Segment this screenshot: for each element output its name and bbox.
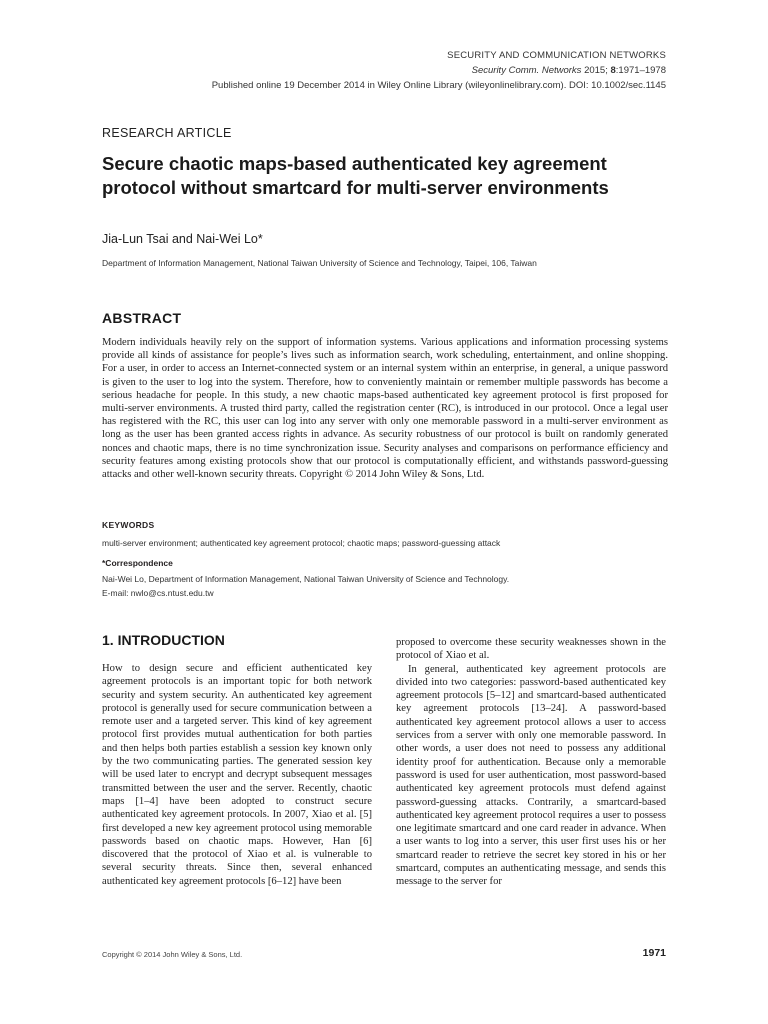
article-type: RESEARCH ARTICLE	[102, 126, 232, 140]
journal-name: SECURITY AND COMMUNICATION NETWORKS	[447, 50, 666, 61]
keywords-text: multi-server environment; authenticated key agreement protocol; chaotic maps; password-guessing attack	[102, 538, 501, 548]
article-title: Secure chaotic maps-based authenticated key agreement protocol without smartcard for multi-server environments	[102, 153, 609, 198]
affiliation: Department of Information Management, National Taiwan University of Science and Technology, Taipei, 106, Taiwan	[102, 258, 537, 268]
journal-header	[212, 48, 666, 93]
intro-paragraph-2: In general, authenticated key agreement protocols are divided into two categories: password-based authenticated key agreement protocols [5–12] and smartcard-based authenticated key agreement protocols [13–24]. A password-based authenticated key agreement protocol allows a user to access services from a server with only one memorable password. In other words, a user does not need to possess any additional identity proof for authentication. Because only a memorable password is used for user authentication, most password-based authenticated key agreement protocols must defend against password-guessing attacks. Contrarily, a smartcard-based authenticated key agreement protocol requires a user to possess one legitimate smartcard and one card reader in advance. When a user wants to log into a server, this user first uses his or her smartcard reader to retrieve the secret key stored in his or her smartcard, computes an authenticating message, and sends this message to the server for	[396, 663, 666, 888]
citation-pages: :1971–1978	[615, 65, 666, 76]
authors: Jia-Lun Tsai and Nai-Wei Lo*	[102, 232, 263, 246]
page-number: 1971	[642, 947, 666, 959]
citation-volume: 8	[610, 65, 616, 76]
abstract-text: Modern individuals heavily rely on the support of information systems. Various applications and information processing systems provide all kinds of assistance for people’s lives such as information search, work scheduling, entertainment, and online shopping. For a user, in order to access an Internet-connected system or an internal system within an enterprise, in general, a unique password is given to the user to log into the system. Therefore, how to conveniently maintain or remember multiple passwords has become a serious headache for people. In this study, a new chaotic maps-based authenticated key agreement protocol is first proposed for multi-server environments. A trusted third party, called the registration center (RC), is introduced in our protocol. Once a legal user has registered with the RC, this user can log into any server with only one memorable password in a multi-server environment as long as the user has been granted access rights in advance. As security robustness of our protocol is built on randomly generated nonces and chaotic maps, there is no time synchronization issue. Security analyses and comparisons on performance efficiency and security features among existing protocols show that our protocol is computationally efficient, and withstands password-guessing attacks and other well-known security threats. Copyright © 2014 John Wiley & Sons, Ltd.	[102, 337, 668, 481]
correspondence-label: *Correspondence	[102, 558, 173, 568]
journal-citation	[212, 63, 666, 78]
intro-paragraph-1: How to design secure and efficient authenticated key agreement protocols is an important topic for both network security and system security. An authenticated key agreement protocol is generally used for secure communication between a remote user and a targeted server. This kind of key agreement protocol first provides mutual authentication for both parties and then helps both parties establish a session key known only by the two communicating parties. The generated session key will be used later to encrypt and decrypt subsequent messages transmitted between the user and the server. Recently, chaotic maps [1–4] have been adopted to construct secure authenticated key agreement protocols. In 2007, Xiao et al. [5] first developed a new key agreement protocol using memorable passwords based on chaotic maps. However, Han [6] discovered that the protocol of Xiao et al. is vulnerable to several security threats. Since then, several enhanced authenticated key agreement protocols [6–12] have been	[102, 663, 372, 887]
published-line: Published online 19 December 2014 in Wiley Online Library (wileyonlinelibrary.com). DOI: 10.1002/sec.1145	[211, 80, 666, 91]
correspondence-email: E-mail: nwlo@cs.ntust.edu.tw	[102, 588, 214, 598]
citation-journal: Security Comm. Networks	[471, 65, 582, 76]
left-column	[102, 662, 372, 888]
citation-year: 2015;	[584, 65, 608, 76]
abstract-heading: ABSTRACT	[102, 310, 182, 326]
right-column	[396, 636, 666, 889]
introduction-heading: 1. INTRODUCTION	[102, 632, 225, 648]
keywords-label: KEYWORDS	[102, 520, 155, 530]
correspondence-address: Nai-Wei Lo, Department of Information Management, National Taiwan University of Science and Technology.	[102, 574, 510, 584]
correspondence-block	[102, 572, 509, 600]
footer-copyright: Copyright © 2014 John Wiley & Sons, Ltd.	[102, 950, 243, 959]
intro-paragraph-continued: proposed to overcome these security weaknesses shown in the protocol of Xiao et al.	[396, 637, 666, 662]
